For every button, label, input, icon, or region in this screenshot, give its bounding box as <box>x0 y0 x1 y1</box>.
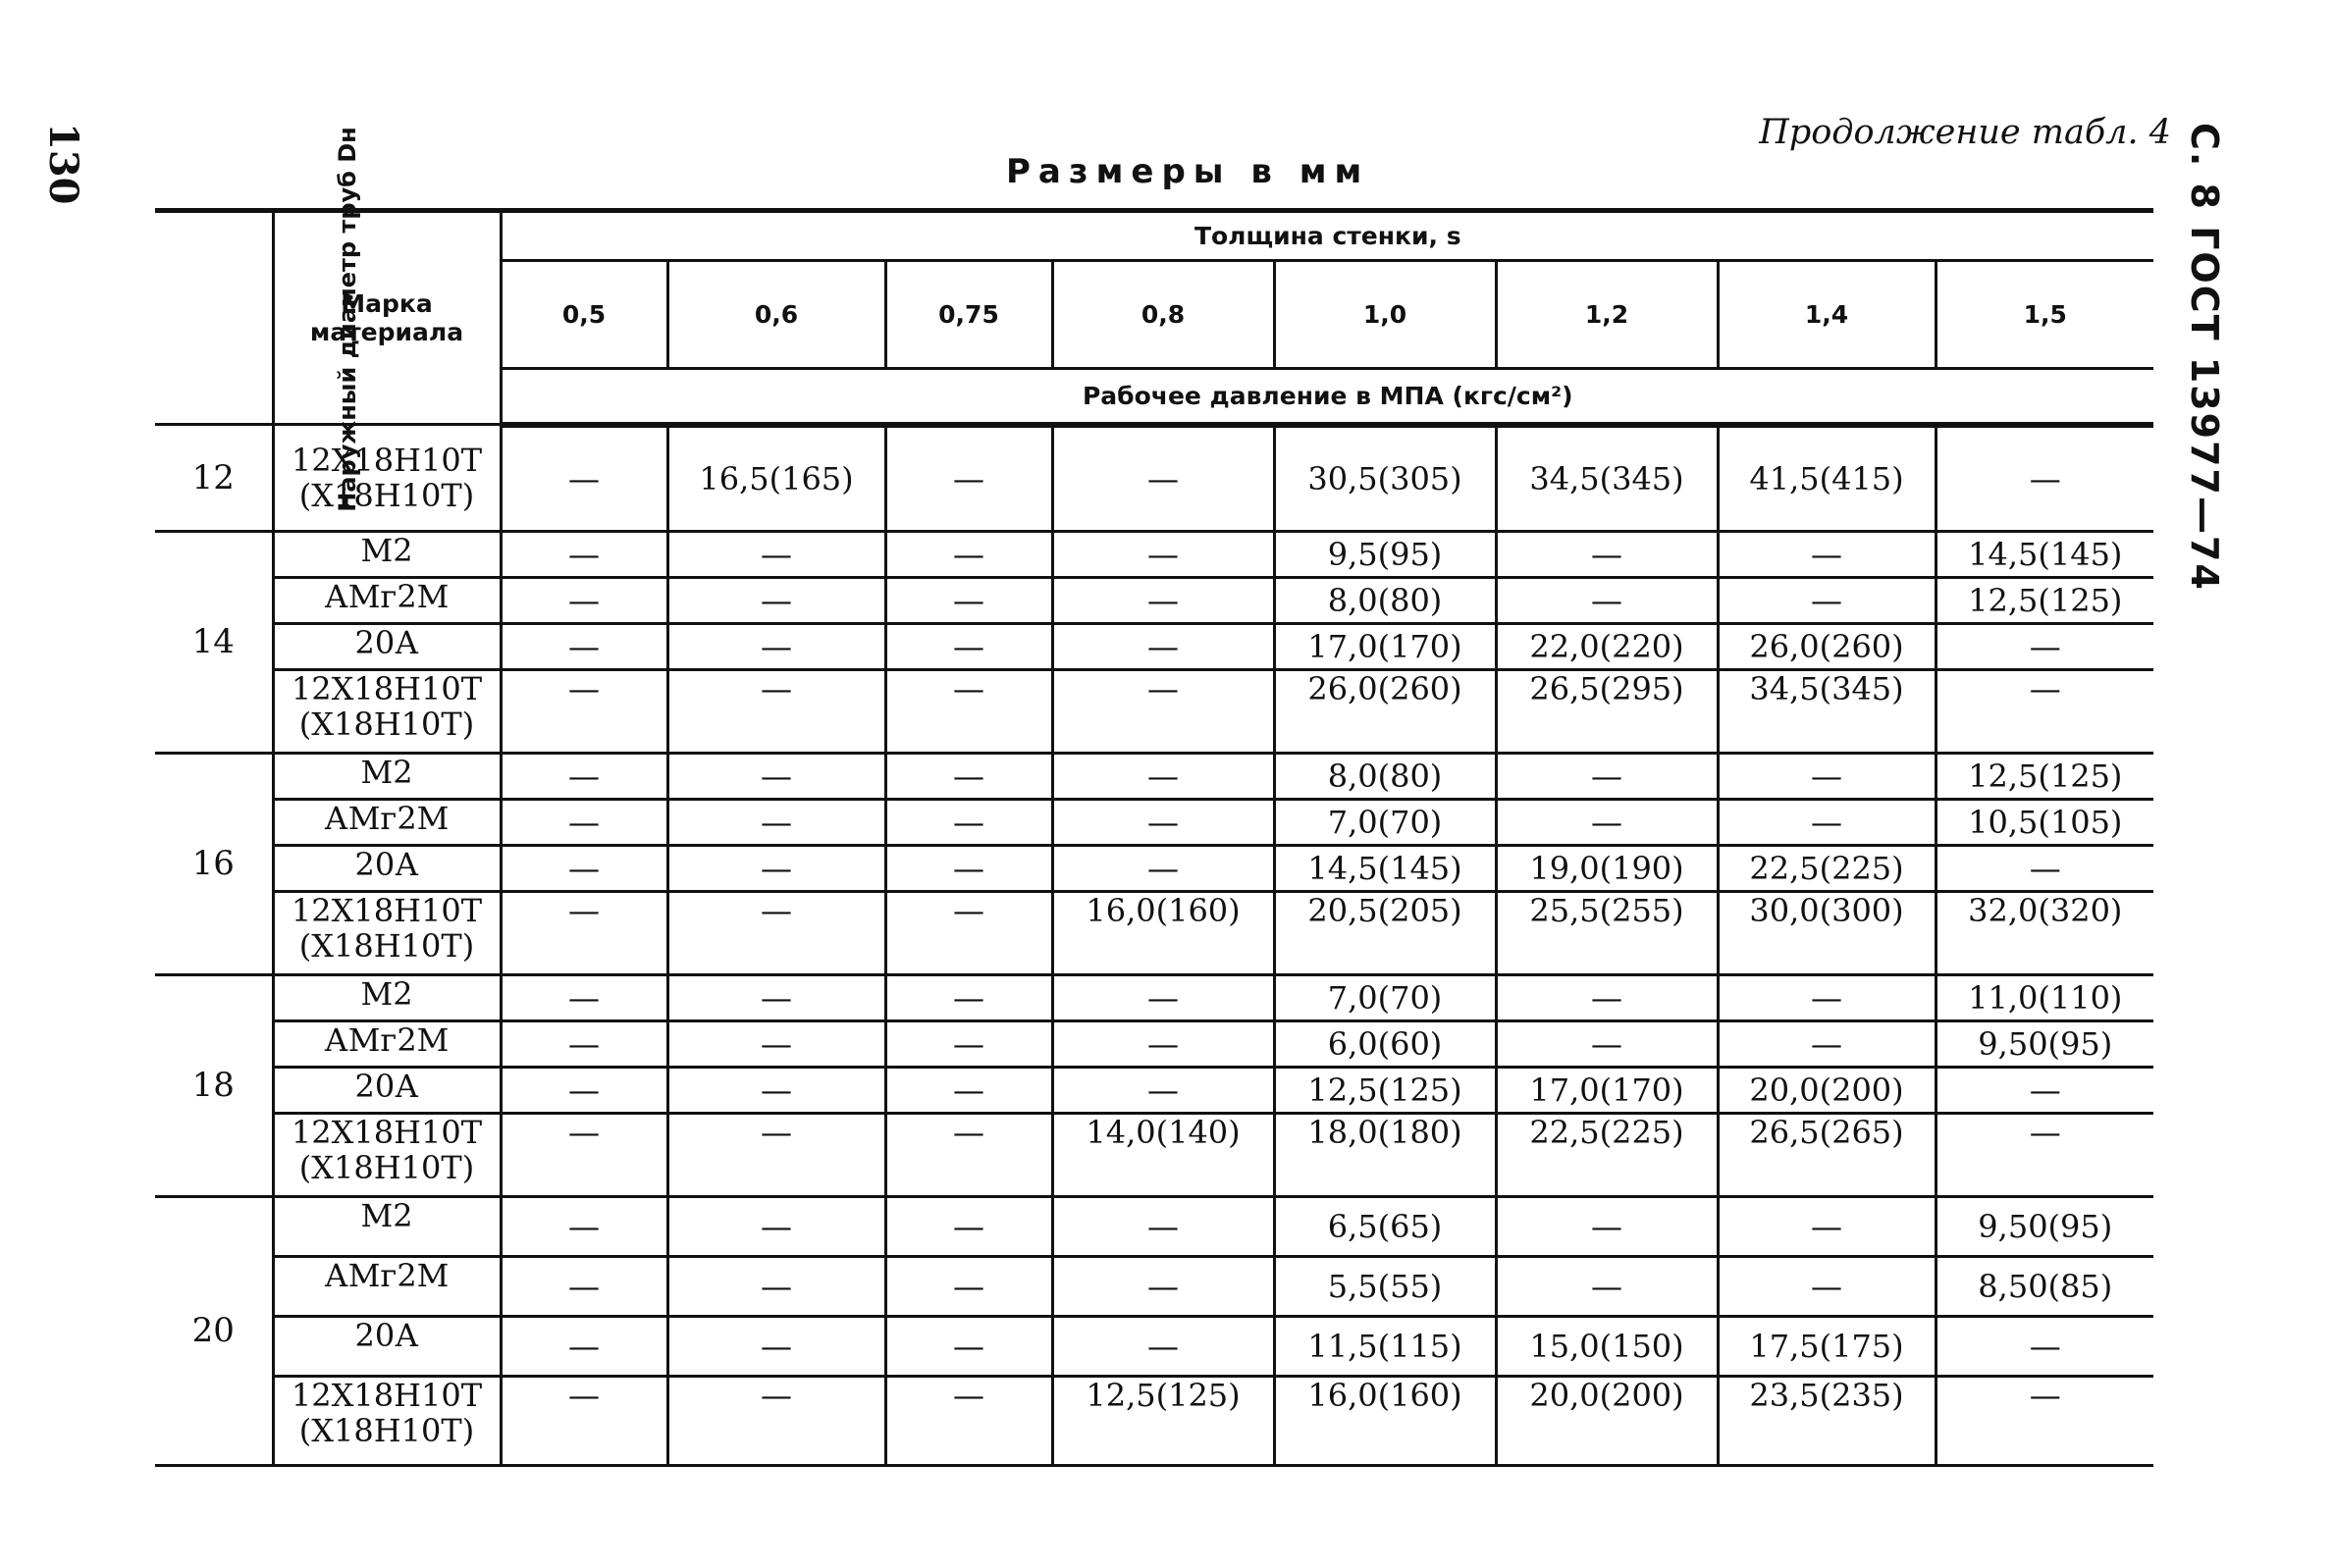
pressure-value-cell: — <box>667 1067 885 1113</box>
pressure-value-cell: — <box>501 1256 667 1316</box>
pressure-value-cell: — <box>1052 1020 1274 1067</box>
pressure-value-cell: 12,5(125) <box>1274 1067 1496 1113</box>
pressure-value-cell: 8,0(80) <box>1274 753 1496 799</box>
pressure-value-cell: 9,50(95) <box>1936 1020 2153 1067</box>
pressure-value-cell: — <box>667 1376 885 1465</box>
material-cell: АМг2М <box>273 799 501 845</box>
pressure-value-cell: 26,5(265) <box>1718 1113 1936 1196</box>
thickness-header: Толщина стенки, s <box>501 211 2153 261</box>
pressure-value-cell: — <box>885 425 1052 532</box>
pressure-value-cell: — <box>501 1113 667 1196</box>
pressure-value-cell: 17,0(170) <box>1496 1067 1718 1113</box>
table-row <box>155 577 2153 623</box>
pressure-value-cell: 8,50(85) <box>1936 1256 2153 1316</box>
table-row <box>155 1113 2153 1196</box>
table-row <box>155 799 2153 845</box>
pressure-value-cell: — <box>885 799 1052 845</box>
material-cell: АМг2М <box>273 1256 501 1316</box>
pressure-value-cell: — <box>1718 531 1936 577</box>
pressure-value-cell: 12,5(125) <box>1936 577 2153 623</box>
pressure-value-cell: — <box>885 1020 1052 1067</box>
material-cell: 20А <box>273 845 501 891</box>
material-cell: АМг2М <box>273 577 501 623</box>
pressure-value-cell: — <box>501 1196 667 1256</box>
pressure-value-cell: — <box>1936 425 2153 532</box>
pressure-value-cell: — <box>885 845 1052 891</box>
pressure-value-cell: 11,0(110) <box>1936 974 2153 1020</box>
units-caption: Размеры в мм <box>1006 152 1370 191</box>
pressure-value-cell: — <box>667 1256 885 1316</box>
table-continuation-label: Продолжение табл. 4 <box>1759 113 2171 152</box>
pressure-value-cell: — <box>885 891 1052 974</box>
pressure-value-cell: — <box>1052 1196 1274 1256</box>
material-cell: 12Х18Н10Т (Х18Н10Т) <box>273 1376 501 1465</box>
pressure-value-cell: — <box>1718 577 1936 623</box>
pressure-value-cell: — <box>1052 577 1274 623</box>
diameter-cell: 20 <box>155 1196 273 1465</box>
pressure-value-cell: — <box>1718 1256 1936 1316</box>
pressure-value-cell: — <box>1718 974 1936 1020</box>
pressure-value-cell: — <box>1718 753 1936 799</box>
pressure-value-cell: — <box>1496 1256 1718 1316</box>
pressure-value-cell: — <box>501 1316 667 1376</box>
table-row <box>155 669 2153 753</box>
pressure-value-cell: 12,5(125) <box>1936 753 2153 799</box>
pressure-value-cell: 6,5(65) <box>1274 1196 1496 1256</box>
pressure-header: Рабочее давление в МПА (кгс/см²) <box>501 368 2153 424</box>
pressure-value-cell: 7,0(70) <box>1274 974 1496 1020</box>
diameter-cell: 16 <box>155 753 273 974</box>
table-row <box>155 753 2153 799</box>
pressure-value-cell: — <box>501 425 667 532</box>
pressure-value-cell: 7,0(70) <box>1274 799 1496 845</box>
pressure-value-cell: — <box>667 753 885 799</box>
thickness-header-cell: 0,8 <box>1052 260 1274 368</box>
pressure-value-cell: — <box>1496 1020 1718 1067</box>
pressure-value-cell: 10,5(105) <box>1936 799 2153 845</box>
material-cell: М2 <box>273 974 501 1020</box>
table-row <box>155 531 2153 577</box>
table-row <box>155 1020 2153 1067</box>
pressure-value-cell: 34,5(345) <box>1718 669 1936 753</box>
pressure-value-cell: 16,0(160) <box>1274 1376 1496 1465</box>
pressure-value-cell: — <box>1936 669 2153 753</box>
pressure-value-cell: 34,5(345) <box>1496 425 1718 532</box>
pressure-value-cell: — <box>667 1113 885 1196</box>
pressure-value-cell: — <box>667 799 885 845</box>
pressure-value-cell: — <box>1052 799 1274 845</box>
material-cell: М2 <box>273 531 501 577</box>
pressure-value-cell: 8,0(80) <box>1274 577 1496 623</box>
table-row <box>155 1067 2153 1113</box>
pressure-value-cell: — <box>501 845 667 891</box>
pressure-value-cell: — <box>501 577 667 623</box>
pressure-value-cell: 9,5(95) <box>1274 531 1496 577</box>
thickness-header-cell: 1,4 <box>1718 260 1936 368</box>
pressure-value-cell: — <box>885 1256 1052 1316</box>
pressure-value-cell: — <box>1718 1196 1936 1256</box>
pressure-value-cell: — <box>501 753 667 799</box>
pressure-value-cell: — <box>501 799 667 845</box>
pressure-value-cell: 14,0(140) <box>1052 1113 1274 1196</box>
pressure-value-cell: — <box>885 669 1052 753</box>
pressure-value-cell: — <box>1052 1316 1274 1376</box>
pressure-value-cell: 17,5(175) <box>1718 1316 1936 1376</box>
pressure-value-cell: — <box>1052 753 1274 799</box>
table-row <box>155 1196 2153 1256</box>
pressure-value-cell: — <box>885 1113 1052 1196</box>
pressure-value-cell: — <box>885 623 1052 669</box>
pressure-value-cell: — <box>667 974 885 1020</box>
diameter-header-text: Наружный диаметр труб Dн <box>333 126 361 512</box>
pressure-value-cell: — <box>501 1067 667 1113</box>
pressure-value-cell: — <box>501 669 667 753</box>
pressure-value-cell: 30,0(300) <box>1718 891 1936 974</box>
pressure-value-cell: — <box>1718 799 1936 845</box>
table-row <box>155 1376 2153 1465</box>
pressure-value-cell: 15,0(150) <box>1496 1316 1718 1376</box>
page-number: 130 <box>40 123 86 205</box>
material-cell: 20А <box>273 1316 501 1376</box>
table-row <box>155 845 2153 891</box>
material-cell: 12Х18Н10Т (Х18Н10Т) <box>273 425 501 532</box>
pressure-value-cell: 26,5(295) <box>1496 669 1718 753</box>
pressure-value-cell: — <box>501 891 667 974</box>
pressure-value-cell: — <box>1936 1067 2153 1113</box>
pressure-value-cell: 14,5(145) <box>1936 531 2153 577</box>
thickness-header-cell: 0,6 <box>667 260 885 368</box>
thickness-header-cell: 1,0 <box>1274 260 1496 368</box>
pressure-value-cell: — <box>1052 531 1274 577</box>
pressure-value-cell: — <box>1936 845 2153 891</box>
pressure-value-cell: — <box>501 1020 667 1067</box>
material-cell: 12Х18Н10Т (Х18Н10Т) <box>273 891 501 974</box>
pressure-value-cell: 20,5(205) <box>1274 891 1496 974</box>
diameter-cell: 14 <box>155 531 273 753</box>
pressure-value-cell: — <box>1052 1067 1274 1113</box>
pressure-value-cell: — <box>1496 799 1718 845</box>
pressure-value-cell: — <box>667 845 885 891</box>
pressure-value-cell: — <box>1496 531 1718 577</box>
thickness-header-cell: 1,5 <box>1936 260 2153 368</box>
diameter-cell: 12 <box>155 425 273 532</box>
material-cell: 20А <box>273 1067 501 1113</box>
pressure-value-cell: 32,0(320) <box>1936 891 2153 974</box>
pressure-value-cell: 23,5(235) <box>1718 1376 1936 1465</box>
pressure-value-cell: — <box>1936 1113 2153 1196</box>
pressure-value-cell: — <box>1052 425 1274 532</box>
document-side-title: С. 8 ГОСТ 13977—74 <box>2183 123 2226 592</box>
material-cell: АМг2М <box>273 1020 501 1067</box>
pressure-value-cell: — <box>1052 623 1274 669</box>
pressure-value-cell: — <box>1052 974 1274 1020</box>
pressure-value-cell: — <box>667 577 885 623</box>
table-row <box>155 974 2153 1020</box>
pressure-value-cell: — <box>667 531 885 577</box>
pressure-value-cell: — <box>885 531 1052 577</box>
pressure-value-cell: — <box>885 577 1052 623</box>
pressure-value-cell: — <box>501 1376 667 1465</box>
pressure-value-cell: — <box>667 1020 885 1067</box>
pressure-value-cell: 16,0(160) <box>1052 891 1274 974</box>
pressure-value-cell: — <box>885 753 1052 799</box>
pressure-value-cell: — <box>667 1316 885 1376</box>
pressure-value-cell: 5,5(55) <box>1274 1256 1496 1316</box>
material-column-header: Марка материала <box>273 211 501 425</box>
pressure-value-cell: — <box>885 1196 1052 1256</box>
pressure-value-cell: — <box>1496 753 1718 799</box>
pressure-value-cell: 18,0(180) <box>1274 1113 1496 1196</box>
table-row <box>155 623 2153 669</box>
pressure-value-cell: — <box>1052 845 1274 891</box>
pressure-value-cell: — <box>501 623 667 669</box>
pressure-value-cell: 20,0(200) <box>1496 1376 1718 1465</box>
table-row <box>155 425 2153 532</box>
thickness-header-cell: 0,75 <box>885 260 1052 368</box>
pressure-value-cell: 12,5(125) <box>1052 1376 1274 1465</box>
pressure-value-cell: — <box>1936 1316 2153 1376</box>
pressure-value-cell: 6,0(60) <box>1274 1020 1496 1067</box>
pressure-value-cell: — <box>667 891 885 974</box>
pressure-value-cell: 16,5(165) <box>667 425 885 532</box>
pressure-value-cell: 30,5(305) <box>1274 425 1496 532</box>
pressure-value-cell: — <box>667 1196 885 1256</box>
pressure-value-cell: 26,0(260) <box>1718 623 1936 669</box>
pressure-value-cell: — <box>885 1376 1052 1465</box>
pressure-value-cell: — <box>1936 623 2153 669</box>
pressure-value-cell: — <box>885 1067 1052 1113</box>
pressure-value-cell: — <box>1496 974 1718 1020</box>
thickness-header-cell: 1,2 <box>1496 260 1718 368</box>
pressure-value-cell: — <box>1052 1256 1274 1316</box>
table-row <box>155 1256 2153 1316</box>
pressure-value-cell: 41,5(415) <box>1718 425 1936 532</box>
pressure-value-cell: 14,5(145) <box>1274 845 1496 891</box>
pressure-value-cell: — <box>501 974 667 1020</box>
pressure-value-cell: — <box>885 1316 1052 1376</box>
pressure-value-cell: — <box>1052 669 1274 753</box>
pressure-value-cell: — <box>1496 1196 1718 1256</box>
pressure-value-cell: 26,0(260) <box>1274 669 1496 753</box>
pressure-value-cell: 9,50(95) <box>1936 1196 2153 1256</box>
pressure-value-cell: — <box>885 974 1052 1020</box>
table-row <box>155 1316 2153 1376</box>
pressure-value-cell: — <box>667 669 885 753</box>
pressure-value-cell: 22,5(225) <box>1718 845 1936 891</box>
material-cell: 20А <box>273 623 501 669</box>
pressure-value-cell: — <box>1718 1020 1936 1067</box>
thickness-header-cell: 0,5 <box>501 260 667 368</box>
pressure-value-cell: 22,0(220) <box>1496 623 1718 669</box>
pressure-value-cell: — <box>501 531 667 577</box>
pressure-value-cell: 11,5(115) <box>1274 1316 1496 1376</box>
pressure-value-cell: 19,0(190) <box>1496 845 1718 891</box>
pressure-value-cell: 25,5(255) <box>1496 891 1718 974</box>
pressure-value-cell: — <box>1496 577 1718 623</box>
material-cell: 12Х18Н10Т (Х18Н10Т) <box>273 669 501 753</box>
pressure-value-cell: 20,0(200) <box>1718 1067 1936 1113</box>
pressure-value-cell: 22,5(225) <box>1496 1113 1718 1196</box>
pressure-value-cell: — <box>667 623 885 669</box>
material-cell: М2 <box>273 1196 501 1256</box>
table-row <box>155 891 2153 974</box>
pressure-value-cell: — <box>1936 1376 2153 1465</box>
material-cell: 12Х18Н10Т (Х18Н10Т) <box>273 1113 501 1196</box>
diameter-cell: 18 <box>155 974 273 1196</box>
pressure-value-cell: 17,0(170) <box>1274 623 1496 669</box>
material-cell: М2 <box>273 753 501 799</box>
